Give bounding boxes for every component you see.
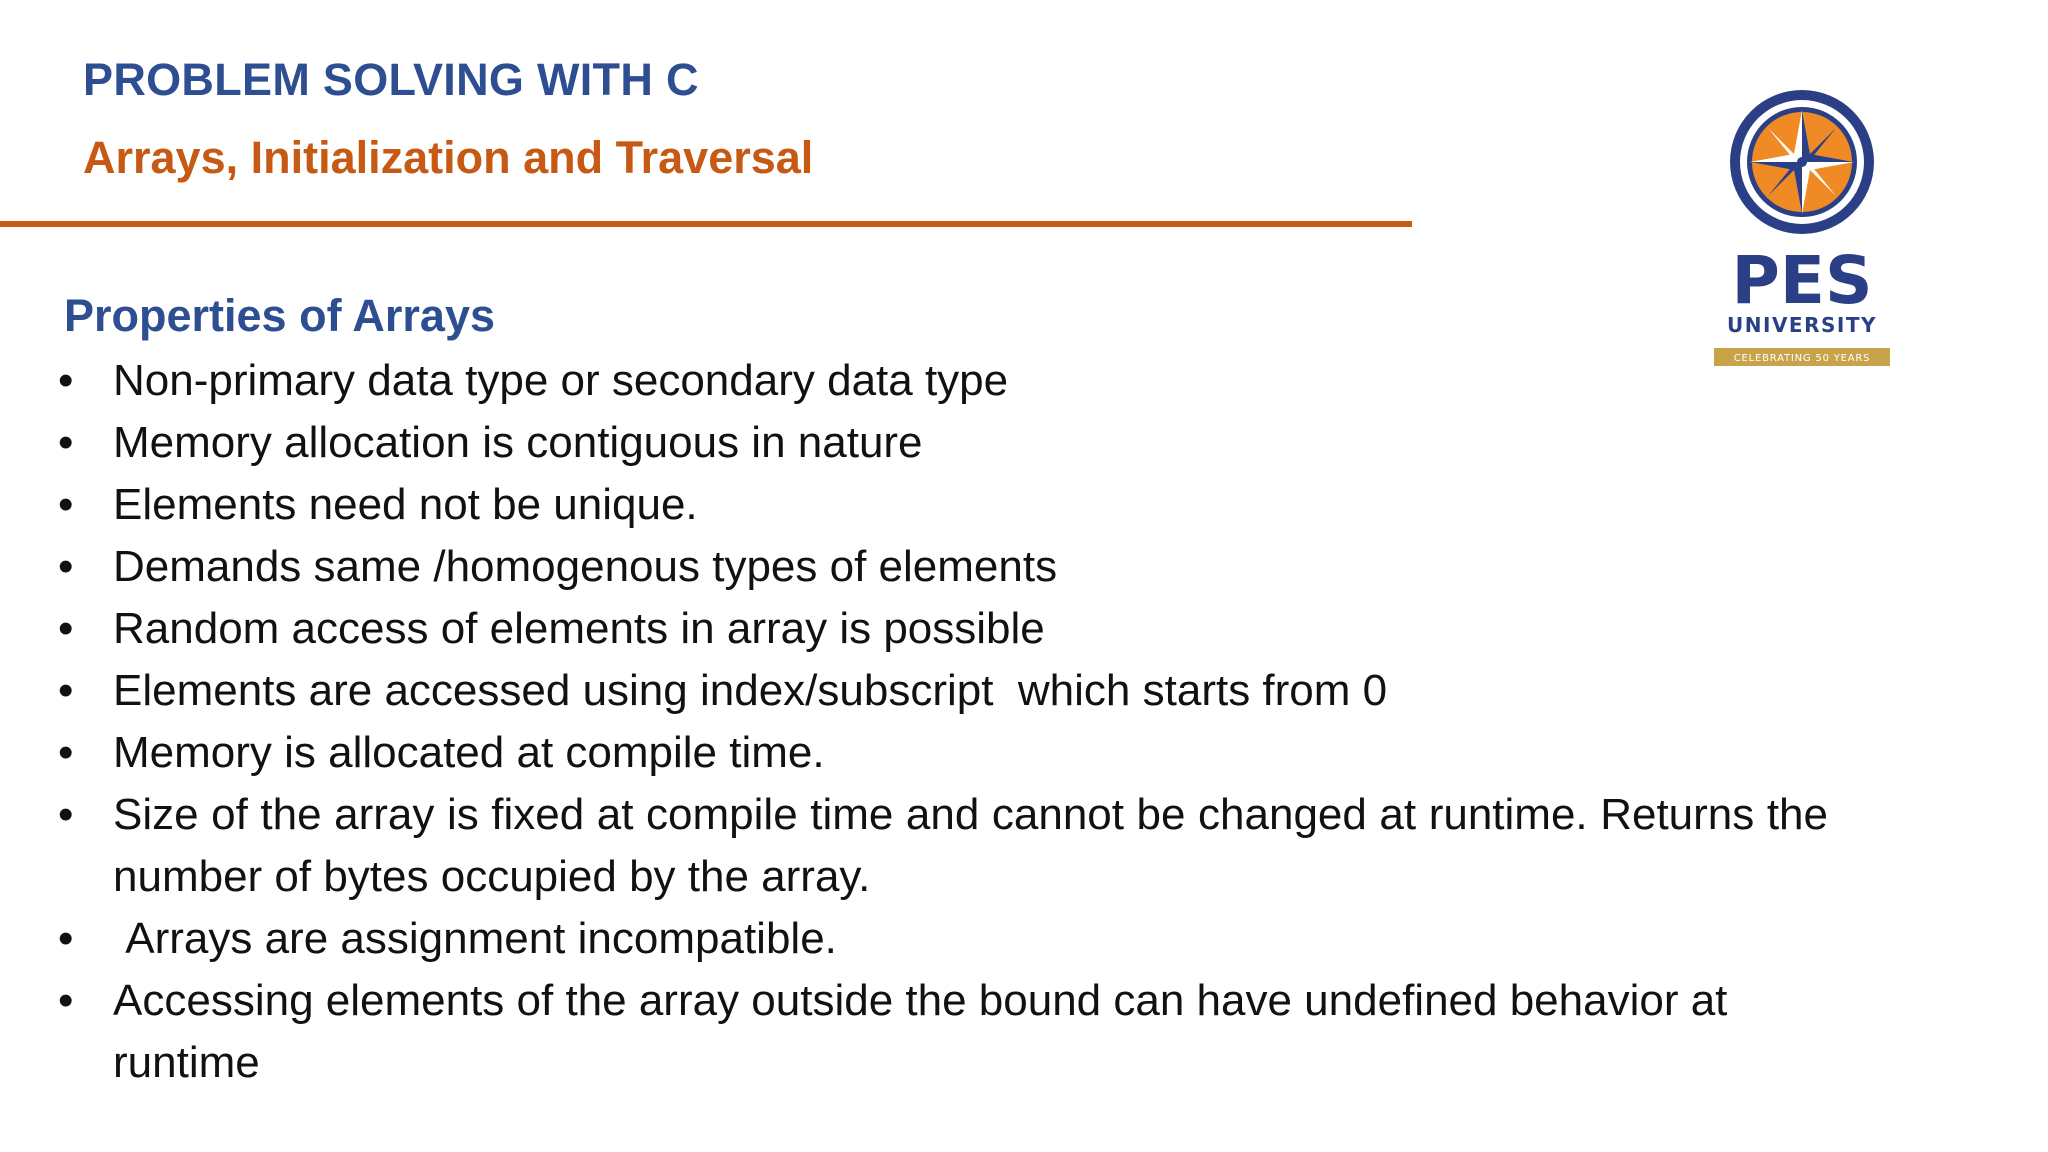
logo-tagline: CELEBRATING 50 YEARS <box>1733 353 1871 364</box>
list-item-text: Non-primary data type or secondary data type <box>113 356 1009 405</box>
list-item-text: Size of the array is fixed at compile time and cannot be changed at runtime. Returns the number of bytes occupied by the array. <box>113 790 1841 901</box>
properties-list <box>58 350 1841 1094</box>
list-item <box>58 598 1828 660</box>
list-item <box>58 970 1828 1094</box>
list-item <box>58 536 1828 598</box>
topic-title: Arrays, Initialization and Traversal <box>83 132 814 183</box>
header-divider <box>0 221 1412 227</box>
bullet-icon: • <box>58 914 74 963</box>
logo-wordmark: PES <box>1731 242 1873 319</box>
list-item <box>58 908 1828 970</box>
list-item <box>58 412 1828 474</box>
course-title: PROBLEM SOLVING WITH C <box>83 54 699 105</box>
list-item-text: Accessing elements of the array outside the bound can have undefined behavior at runtime <box>113 976 1740 1087</box>
section-heading: Properties of Arrays <box>64 290 495 341</box>
list-item-text: Random access of elements in array is possible <box>113 604 1045 653</box>
list-item-text: Elements are accessed using index/subscript which starts from 0 <box>113 666 1388 715</box>
list-item-text: Memory is allocated at compile time. <box>113 728 825 777</box>
bullet-icon: • <box>58 666 74 715</box>
logo-subtitle: UNIVERSITY <box>1727 313 1877 337</box>
bullet-icon: • <box>58 976 74 1025</box>
list-item <box>58 722 1828 784</box>
list-item-text: Demands same /homogenous types of elements <box>113 542 1058 591</box>
bullet-icon: • <box>58 790 74 839</box>
bullet-icon: • <box>58 604 74 653</box>
pes-university-logo <box>1706 90 1898 372</box>
bullet-icon: • <box>58 542 74 591</box>
bullet-icon: • <box>58 356 74 405</box>
list-item-text: Arrays are assignment incompatible. <box>113 914 837 963</box>
list-item <box>58 784 1841 908</box>
list-item <box>58 474 1828 536</box>
bullet-icon: • <box>58 480 74 529</box>
bullet-icon: • <box>58 418 74 467</box>
list-item-text: Memory allocation is contiguous in nature <box>113 418 923 467</box>
list-item-text: Elements need not be unique. <box>113 480 698 529</box>
bullet-icon: • <box>58 728 74 777</box>
list-item <box>58 350 1828 412</box>
list-item <box>58 660 1828 722</box>
